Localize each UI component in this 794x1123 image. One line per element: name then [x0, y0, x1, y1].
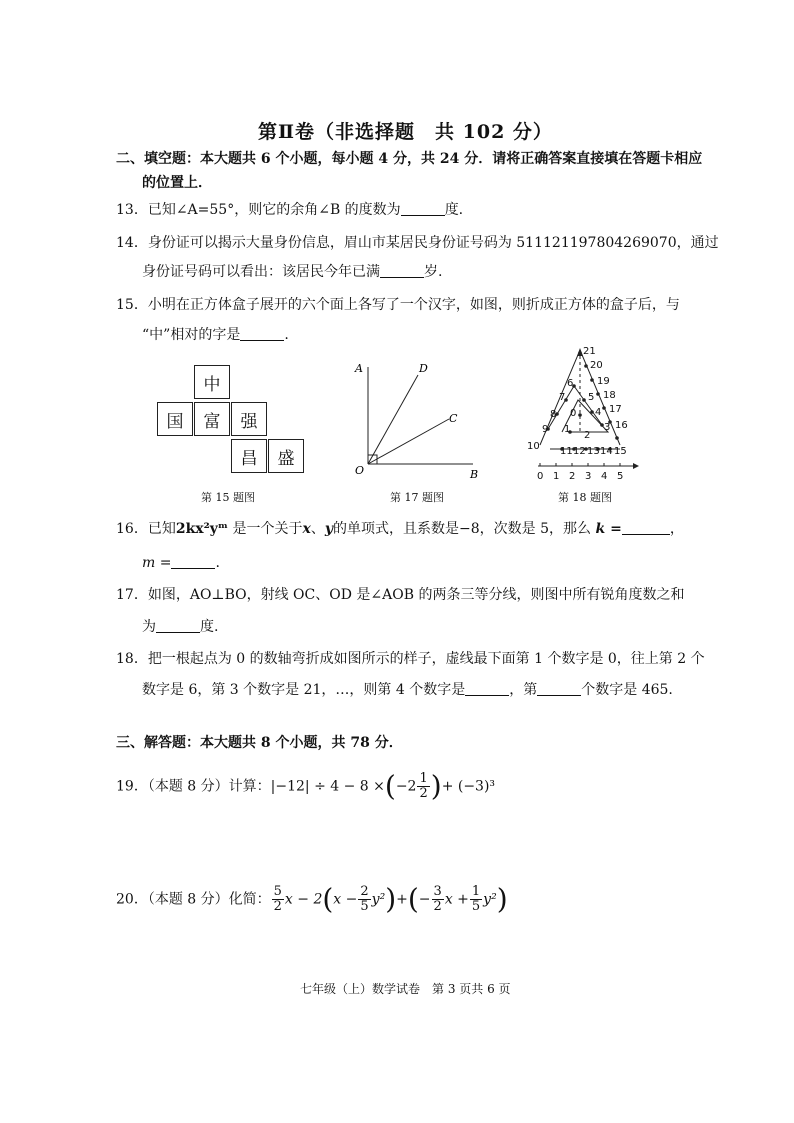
expression-part: x −	[333, 891, 358, 908]
label-d: D	[419, 362, 428, 375]
axis-arrow	[633, 463, 639, 469]
question-text: 小明在正方体盒子展开的六个面上各写了一个汉字，如图，则折成正方体的盒子后，与	[147, 297, 680, 313]
question-14-line2	[142, 262, 442, 282]
numerator: 1	[471, 884, 481, 899]
question-text-end: 度.	[200, 619, 219, 635]
expression-part: −2	[395, 778, 417, 795]
figure-18-folded-number-line	[524, 338, 654, 486]
open-paren: (	[322, 882, 334, 916]
numerator: 2	[360, 884, 369, 899]
net-cell: 强	[231, 402, 267, 436]
question-15-line1	[116, 295, 680, 315]
question-prefix: （本题 8 分）化简：	[147, 891, 271, 908]
expression-part: + (−3)³	[441, 778, 496, 795]
plus-sign: +	[396, 891, 408, 908]
close-paren: )	[385, 882, 397, 916]
expression-part: |−12| ÷ 4 − 8 ×	[270, 778, 385, 795]
label-b: B	[470, 468, 479, 481]
question-text: 身份证可以揭示大量身份信息，眉山市某居民身份证号码为 511121197804269070，通过	[147, 235, 719, 251]
denominator: 5	[471, 899, 481, 914]
question-number: 14．	[116, 235, 148, 251]
question-text: 已知	[147, 521, 176, 537]
denominator: 2	[433, 899, 442, 914]
answer-blank	[171, 554, 215, 569]
question-19	[116, 769, 496, 803]
question-text: 数字是 6，第 3 个数字是 21，…，则第 4 个数字是	[142, 682, 466, 698]
tick-label: 4	[601, 471, 608, 482]
label-3: 3	[604, 422, 611, 433]
label-8: 8	[550, 409, 557, 420]
question-number: 20．	[116, 891, 148, 908]
k-label: k =	[595, 521, 622, 537]
minus-sign: −	[418, 891, 431, 908]
expression-part: x − 2	[284, 891, 323, 908]
question-text-end: 个数字是 465.	[581, 682, 673, 698]
figure-17-caption: 第 17 题图	[390, 491, 444, 504]
question-18-line2	[142, 680, 673, 700]
label-20: 20	[590, 360, 603, 371]
figure-15-caption: 第 15 题图	[201, 491, 255, 504]
label-11: 11	[560, 446, 573, 457]
label-17: 17	[609, 404, 622, 415]
label-15: 15	[614, 446, 627, 457]
figure-15-cube-net	[157, 365, 307, 475]
label-16: 16	[615, 420, 628, 431]
open-paren: (	[407, 882, 419, 916]
question-text: 为	[142, 619, 156, 635]
page-footer: 七年级（上）数学试卷 第 3 页共 6 页	[300, 982, 511, 996]
question-16-line2	[142, 553, 220, 573]
net-cell: 国	[157, 402, 193, 436]
question-number: 17．	[116, 587, 148, 603]
question-number: 15．	[116, 297, 148, 313]
question-text-end: 岁.	[424, 264, 443, 280]
question-text: 的单项式，且系数是−8，次数是 5，那么	[333, 521, 592, 537]
question-number: 19．	[116, 778, 148, 795]
section-three-heading: 三、解答题：本大题共 8 个小题，共 78 分．	[116, 735, 403, 751]
question-text-end: .	[215, 555, 220, 571]
question-16-line1	[116, 519, 684, 539]
question-13	[116, 200, 463, 220]
answer-blank	[622, 520, 670, 535]
question-prefix: （本题 8 分）计算：	[147, 778, 271, 795]
expression-part: y²	[483, 891, 497, 908]
denominator: 2	[419, 786, 428, 801]
label-1: 1	[564, 424, 571, 435]
close-paren: )	[430, 769, 442, 803]
variable-x: x	[302, 521, 311, 537]
label-14: 14	[600, 446, 613, 457]
question-text: 已知∠A=55°，则它的余角∠B 的度数为	[147, 202, 401, 218]
question-18-line1	[116, 649, 705, 669]
variable-y: y	[324, 521, 334, 537]
label-a: A	[355, 362, 363, 375]
label-9: 9	[542, 424, 549, 435]
figure-18-caption: 第 18 题图	[558, 491, 612, 504]
label-21: 21	[583, 346, 596, 357]
section-two-heading-line1: 二、填空题：本大题共 6 个小题，每小题 4 分，共 24 分．请将正确答案直接填在答题卡相应	[116, 151, 703, 167]
tick-label: 0	[537, 471, 544, 482]
m-label: m =	[142, 555, 172, 571]
label-7: 7	[559, 392, 566, 403]
question-14-line1	[116, 233, 719, 253]
question-text: “中”相对的字是	[142, 327, 241, 343]
answer-blank	[156, 618, 200, 633]
question-text: 是一个关于	[232, 521, 303, 537]
net-cell: 盛	[268, 439, 304, 473]
fraction	[432, 885, 444, 914]
numerator: 5	[273, 884, 282, 899]
question-text: 把一根起点为 0 的数轴弯折成如图所示的样子，虚线最下面第 1 个数字是 0，往上第 2 个	[147, 651, 705, 667]
question-text: ，第	[509, 682, 538, 698]
answer-blank	[465, 681, 509, 696]
question-text-end: 度.	[444, 202, 464, 218]
question-17-line2	[142, 617, 218, 637]
net-cell: 富	[194, 402, 230, 436]
numerator: 1	[419, 771, 428, 786]
figure-17-angle-diagram	[345, 352, 485, 482]
separator: 、	[310, 521, 325, 537]
close-paren: )	[496, 882, 508, 916]
numerator: 3	[433, 884, 442, 899]
label-5: 5	[588, 392, 595, 403]
label-o: O	[355, 464, 365, 477]
net-cell: 中	[194, 365, 230, 399]
comma: ，	[669, 521, 684, 537]
answer-blank	[240, 326, 284, 341]
question-text: 身份证号码可以看出：该居民今年已满	[142, 264, 380, 280]
question-20	[116, 882, 508, 916]
label-c: C	[449, 412, 458, 425]
point-dots	[546, 351, 619, 451]
denominator: 2	[273, 899, 282, 914]
label-18: 18	[603, 390, 616, 401]
answer-blank	[401, 201, 445, 216]
monomial-expression: 2kx²yᵐ	[175, 521, 229, 537]
question-text-end: .	[284, 327, 289, 343]
label-12: 12	[573, 446, 586, 457]
open-paren: (	[384, 769, 396, 803]
label-19: 19	[597, 376, 610, 387]
fraction	[470, 885, 482, 914]
label-10: 10	[527, 441, 540, 452]
fraction	[272, 885, 284, 914]
expression-part: y²	[371, 891, 386, 908]
answer-blank	[380, 263, 424, 278]
expression-part: x +	[444, 891, 469, 908]
tick-label: 1	[553, 471, 560, 482]
label-4: 4	[595, 407, 602, 418]
label-0: 0	[570, 408, 577, 419]
denominator: 5	[360, 899, 369, 914]
net-cell: 昌	[231, 439, 267, 473]
question-15-line2	[142, 325, 289, 345]
answer-blank	[537, 681, 581, 696]
section-two-heading-line2: 的位置上．	[142, 175, 212, 191]
page-title: 第Ⅱ卷（非选择题 共 102 分）	[258, 121, 553, 143]
label-2: 2	[584, 430, 591, 441]
question-number: 13．	[116, 202, 148, 218]
tick-label: 3	[585, 471, 592, 482]
question-number: 18．	[116, 651, 148, 667]
question-17-line1	[116, 585, 684, 605]
label-6: 6	[567, 378, 574, 389]
fraction	[417, 772, 429, 801]
fraction	[358, 885, 370, 914]
question-text: 如图，AO⊥BO，射线 OC、OD 是∠AOB 的两条三等分线，则图中所有锐角度数之和	[147, 587, 685, 603]
tick-label: 2	[569, 471, 576, 482]
label-13: 13	[587, 446, 600, 457]
question-number: 16．	[116, 521, 148, 537]
tick-label: 5	[617, 471, 624, 482]
